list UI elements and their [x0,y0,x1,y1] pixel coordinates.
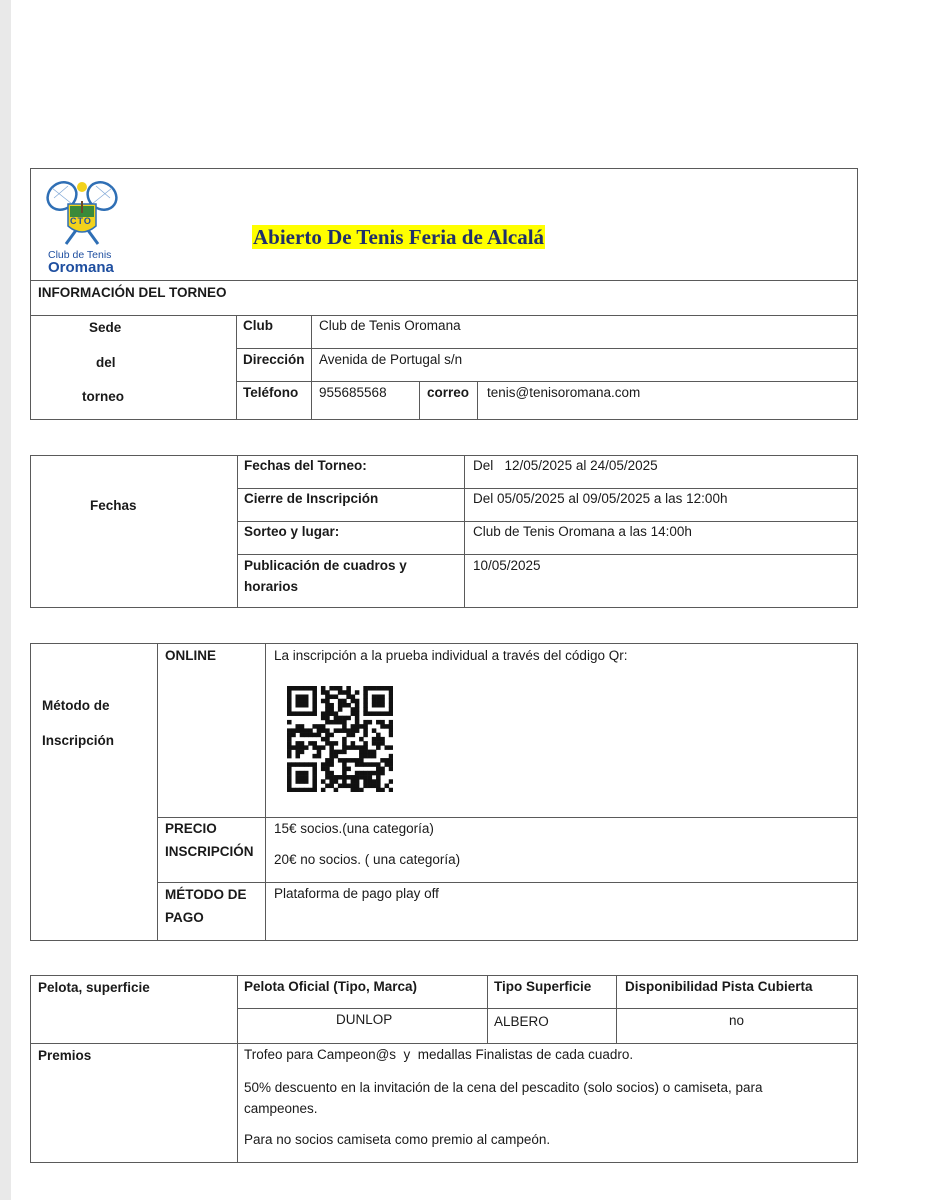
price-non-members: 20€ no socios. ( una categoría) [274,852,461,867]
ball-col3-header: Disponibilidad Pista Cubierta [625,979,813,994]
payment-label-line2: PAGO [165,910,204,925]
address-label: Dirección [243,352,305,367]
club-label: Club [243,318,273,333]
logo-initials: CTO [70,216,92,226]
qr-code[interactable] [287,686,393,792]
page-title [252,225,545,249]
prize-line: Trofeo para Campeon@s y medallas Finalistas de cada cuadro. [244,1047,634,1062]
prizes-label: Premios [38,1048,92,1063]
address-value: Avenida de Portugal s/n [319,352,463,367]
phone-value: 955685568 [319,385,387,400]
ball-col2-value: ALBERO [494,1014,549,1029]
payment-label-line1: MÉTODO DE [165,887,247,902]
logo-text-line1: Club de Tenis [48,249,112,261]
qr-code-icon [287,686,393,792]
dates-row-value: 10/05/2025 [473,558,541,573]
venue-label-line1: Sede [89,320,122,335]
dates-row-label: Cierre de Inscripción [244,491,379,506]
price-members: 15€ socios.(una categoría) [274,821,434,836]
ball-col3-value: no [729,1013,745,1028]
title-text: Abierto De Tenis Feria de Alcalá [253,225,545,249]
club-value: Club de Tenis Oromana [319,318,461,333]
prize-line: Para no socios camiseta como premio al campeón. [244,1132,551,1147]
dates-row-label: horarios [244,579,299,594]
dates-row-label: Sorteo y lugar: [244,524,340,539]
venue-label-line3: torneo [82,389,124,404]
venue-label-line2: del [96,355,116,370]
dates-row-label: Publicación de cuadros y [244,558,407,573]
price-label-line1: PRECIO [165,821,217,836]
price-label-line2: INSCRIPCIÓN [165,844,254,859]
ball-col2-header: Tipo Superficie [494,979,592,994]
email-label: correo [427,385,470,400]
payment-value: Plataforma de pago play off [274,886,439,901]
dates-row-value: Club de Tenis Oromana a las 14:00h [473,524,692,539]
ball-col1-header: Pelota Oficial (Tipo, Marca) [244,979,418,994]
registration-label-line2: Inscripción [42,733,115,748]
page-left-shadow [0,0,11,1200]
online-text: La inscripción a la prueba individual a través del código Qr: [274,648,628,663]
dates-row-value: Del 05/05/2025 al 09/05/2025 a las 12:00h [473,491,728,506]
prize-line: 50% descuento en la invitación de la cena del pescadito (solo socios) o camiseta, para [244,1080,763,1095]
phone-label: Teléfono [243,385,299,400]
online-label: ONLINE [165,648,217,663]
logo-text-line2: Oromana [48,259,114,276]
ball-col1-value: DUNLOP [336,1012,393,1027]
email-value: tenis@tenisoromana.com [487,385,641,400]
prize-line: campeones. [244,1101,318,1116]
ball-label: Pelota, superficie [38,980,150,995]
dates-row-value: Del 12/05/2025 al 24/05/2025 [473,458,658,473]
registration-label-line1: Método de [42,698,110,713]
dates-row-label: Fechas del Torneo: [244,458,367,473]
dates-label: Fechas [90,498,137,513]
section-title: INFORMACIÓN DEL TORNEO [38,285,227,300]
